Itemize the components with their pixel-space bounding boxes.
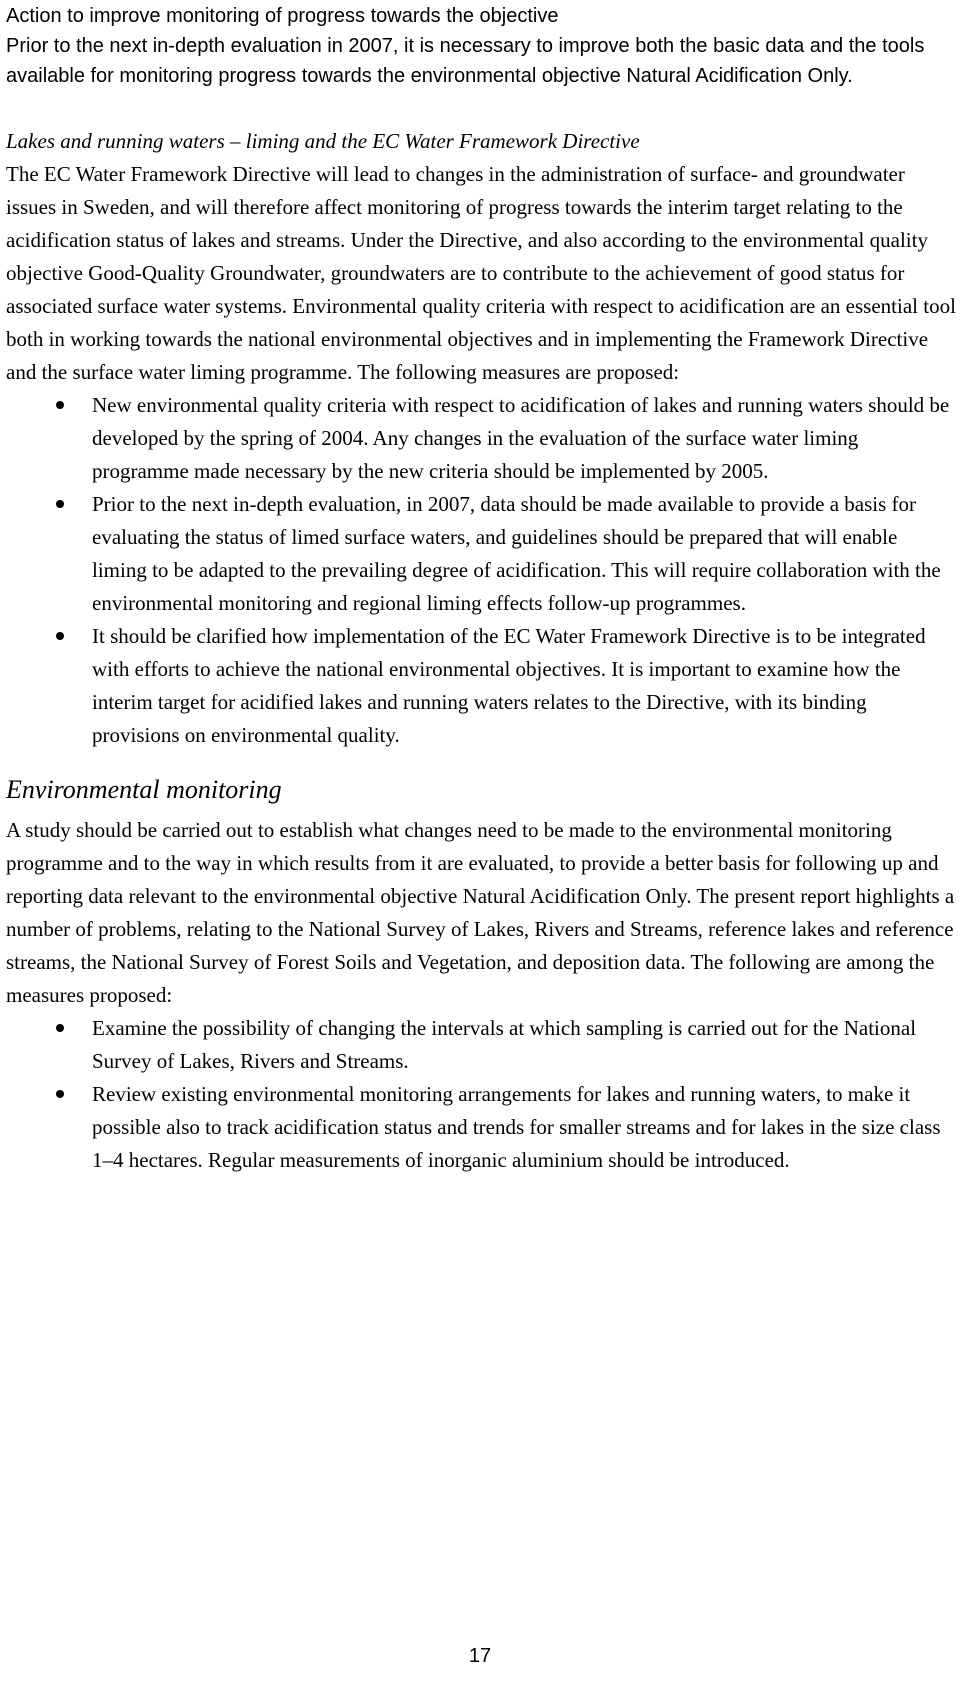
list-item-text: Examine the possibility of changing the intervals at which sampling is carried out for the National Survey of Lakes, Rivers and Streams. [92, 1016, 917, 1073]
list-item [6, 488, 956, 620]
lakes-subheading: Lakes and running waters – liming and the EC Water Framework Directive [6, 129, 640, 153]
bullet-icon [56, 1024, 64, 1032]
section-heading: Action to improve monitoring of progress towards the objective [6, 5, 559, 27]
intro-paragraph: Prior to the next in-depth evaluation in 2007, it is necessary to improve both the basic data and the tools available for monitoring progress towards the environmental objective Natural Acidification Only. [6, 35, 925, 87]
list-item [6, 1078, 956, 1177]
bullet-icon [56, 401, 64, 409]
bullet-icon [56, 632, 64, 640]
list-item [6, 620, 956, 752]
list-item-text: Prior to the next in-depth evaluation, in 2007, data should be made available to provide a basis for evaluating the status of limed surface waters, and guidelines should be prepared that will enable liming to be adapted to the prevailing degree of acidification. This will require collaboration with the environmental monitoring and regional liming effects follow-up programmes. [92, 492, 941, 615]
monitoring-paragraph: A study should be carried out to establish what changes need to be made to the environmental monitoring programme and to the way in which results from it are evaluated, to provide a better basis for following up and reporting data relevant to the environmental objective Natural Acidification Only. The present report highlights a number of problems, relating to the National Survey of Lakes, Rivers and Streams, reference lakes and reference streams, the National Survey of Forest Soils and Vegetation, and deposition data. The following are among the measures proposed: [6, 818, 955, 1007]
page-number: 17 [468, 1645, 492, 1667]
bullet-icon [56, 1090, 64, 1098]
list-item-text: Review existing environmental monitoring arrangements for lakes and running waters, to make it possible also to track acidification status and trends for smaller streams and for lakes in the size class 1–4 hectares. Regular measurements of inorganic aluminium should be introduced. [92, 1082, 941, 1172]
list-item-text: It should be clarified how implementation of the EC Water Framework Directive is to be integrated with efforts to achieve the national environmental objectives. It is important to examine how the interim target for acidified lakes and running waters relates to the Directive, with its binding provisions on environmental quality. [92, 624, 926, 747]
list-item [6, 1012, 956, 1078]
document-page [6, 2, 956, 1177]
list-item [6, 389, 956, 488]
lakes-paragraph: The EC Water Framework Directive will lead to changes in the administration of surface- and groundwater issues in Sweden, and will therefore affect monitoring of progress towards the interim target relating to the acidification status of lakes and streams. Under the Directive, and also according to the environmental quality objective Good-Quality Groundwater, groundwaters are to contribute to the achievement of good status for associated surface water systems. Environmental quality criteria with respect to acidification are an essential tool both in working towards the national environmental objectives and in implementing the Framework Directive and the surface water liming programme. The following measures are proposed: [6, 162, 956, 384]
monitoring-bullet-list [6, 1012, 956, 1177]
monitoring-heading: Environmental monitoring [6, 775, 282, 804]
list-item-text: New environmental quality criteria with respect to acidification of lakes and running waters should be developed by the spring of 2004. Any changes in the evaluation of the surface water liming programme made necessary by the new criteria should be implemented by 2005. [92, 393, 950, 483]
bullet-icon [56, 500, 64, 508]
lakes-bullet-list [6, 389, 956, 752]
